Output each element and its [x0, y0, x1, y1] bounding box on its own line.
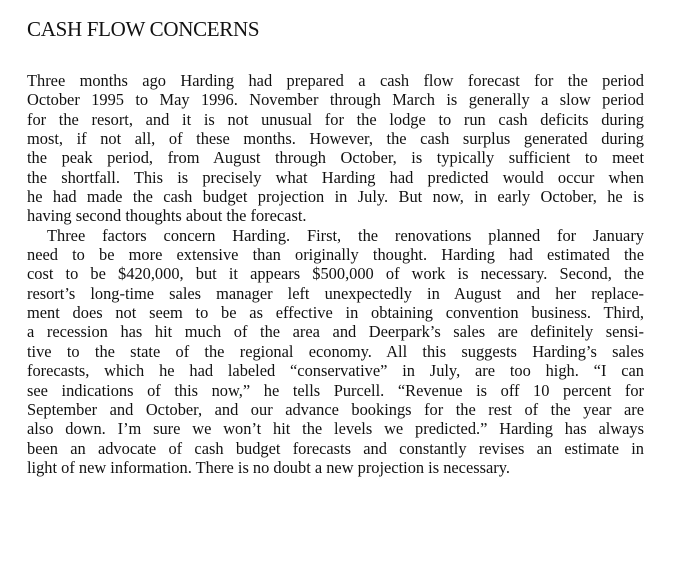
text-line: a recession has hit much of the area and Deerpark’s sales are definitely sensi-	[27, 322, 644, 342]
text-line: resort’s long-time sales manager left unexpectedly in August and her replace-	[27, 283, 644, 303]
document-page	[27, 14, 644, 477]
text-line: light of new information. There is no doubt a new projection is necessary.	[27, 457, 510, 477]
text-line: most, if not all, of these months. However, the cash surplus generated during	[27, 129, 644, 149]
text-line: cost to be $420,000, but it appears $500,000 of work is necessary. Second, the	[27, 264, 644, 284]
text-line: need to be more extensive than originally thought. Harding had estimated the	[27, 245, 644, 265]
paragraph-1	[27, 71, 644, 226]
text-line: forecasts, which he had labeled “conservative” in July, are too high. “I can	[27, 361, 644, 381]
text-line: for the resort, and it is not unusual for the lodge to run cash deficits during	[27, 109, 644, 129]
text-line: having second thoughts about the forecast.	[27, 206, 307, 226]
text-line: the shortfall. This is precisely what Harding had predicted would occur when	[27, 167, 644, 187]
paragraph-2	[27, 226, 644, 477]
text-line: he had made the cash budget projection in July. But now, in early October, he is	[27, 187, 644, 207]
text-line: tive to the state of the regional economy. All this suggests Harding’s sales	[27, 341, 644, 361]
section-heading: CASH FLOW CONCERNS	[27, 17, 260, 41]
text-line: ment does not seem to be as effective in obtaining convention business. Third,	[27, 303, 644, 323]
text-line: the peak period, from August through October, is typically sufficient to meet	[27, 148, 644, 168]
text-line: September and October, and our advance bookings for the rest of the year are	[27, 399, 644, 419]
text-line: been an advocate of cash budget forecasts and constantly revises an estimate in	[27, 438, 644, 458]
text-line: Three factors concern Harding. First, the renovations planned for January	[47, 225, 644, 245]
text-line: Three months ago Harding had prepared a cash flow forecast for the period	[27, 71, 644, 90]
text-line: also down. I’m sure we won’t hit the levels we predicted.” Harding has always	[27, 419, 644, 439]
text-line: see indications of this now,” he tells Purcell. “Revenue is off 10 percent for	[27, 380, 644, 400]
text-line: October 1995 to May 1996. November through March is generally a slow period	[27, 90, 644, 110]
body-text	[27, 71, 644, 477]
